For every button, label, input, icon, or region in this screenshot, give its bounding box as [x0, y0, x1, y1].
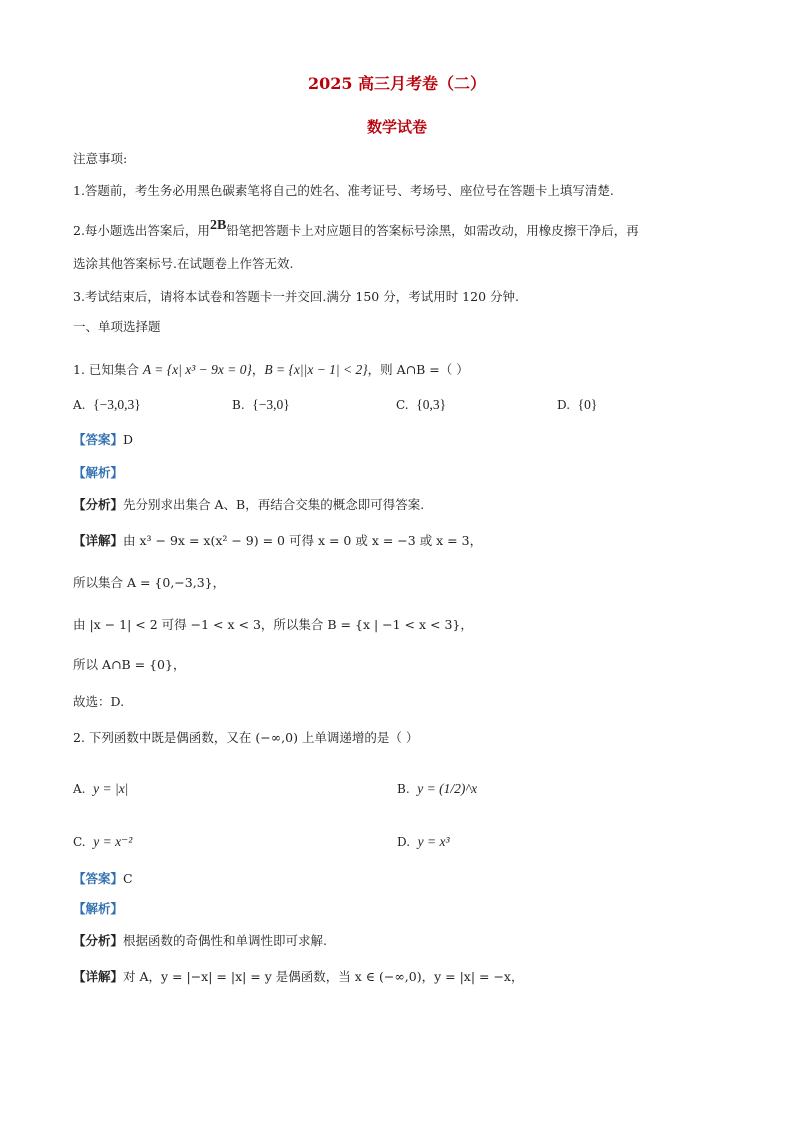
q2-stem: 2. 下列函数中既是偶函数，又在 (−∞,0) 上单调递增的是（ ）: [73, 730, 419, 745]
notice-item-2-pencil: 2B: [209, 218, 227, 233]
q1-analysis: [73, 464, 123, 482]
q1-set-b: B = {x||x − 1| < 2}: [264, 362, 368, 377]
q2-option-b-value: y = (1/2)^x: [417, 781, 478, 796]
q2-answer-value: C: [123, 871, 133, 886]
q2-detail-tag: 【详解】: [73, 969, 124, 984]
q1-answer-value: D: [123, 432, 134, 447]
q1-fenxi-tag: 【分析】: [73, 497, 124, 512]
q2-answer: [73, 870, 133, 888]
q1-option-d: [557, 397, 597, 413]
q1-detail-2: 所以集合 A = {0,−3,3}，: [73, 575, 226, 590]
q1-option-a-label: A.: [73, 398, 86, 412]
q2-option-b-label: B.: [397, 782, 410, 796]
q1-option-c: [396, 397, 446, 413]
q2-detail-text: 对 A，y = |−x| = |x| = y 是偶函数，当 x ∈ (−∞,0)，y = |x| = −x，: [123, 969, 524, 984]
exam-title: 2025 高三月考卷（二）: [307, 74, 487, 93]
notice-item-2-a: 2.每小题选出答案后，用: [73, 223, 210, 238]
q1-conclusion: 故选：D.: [73, 694, 125, 709]
q1-option-a-value: {−3,0,3}: [93, 397, 141, 412]
q2-fenxi-tag: 【分析】: [73, 933, 124, 948]
q1-detail-4: 所以 A∩B = {0}，: [73, 657, 186, 672]
q2-analysis: [73, 900, 123, 918]
q1-option-b: [232, 397, 290, 413]
q1-set-a: A = {x| x³ − 9x = 0}: [142, 362, 252, 377]
q1-option-c-value: {0,3}: [416, 397, 447, 412]
q2-option-a-value: y = |x|: [93, 781, 129, 796]
q2-option-c: [73, 834, 132, 850]
q1-comma: ，: [251, 362, 265, 377]
q1-detail-1-text: 由 x³ − 9x = x(x² − 9) = 0 可得 x = 0 或 x = −3 或 x = 3，: [123, 533, 483, 548]
notice-item-2: [73, 218, 639, 241]
q1-stem: [73, 361, 469, 379]
q2-option-d: [397, 834, 450, 850]
q1-detail-tag: 【详解】: [73, 533, 124, 548]
q1-fenxi: [73, 496, 424, 514]
q2-option-b: [397, 768, 478, 796]
q2-detail: [73, 968, 523, 986]
q2-analysis-tag: 【解析】: [73, 901, 124, 916]
notice-heading: 注意事项:: [73, 151, 128, 166]
exam-subtitle: 数学试卷: [366, 118, 427, 136]
q1-option-b-label: B.: [232, 398, 245, 412]
q1-detail-3: 由 |x − 1| < 2 可得 −1 < x < 3，所以集合 B = {x | −1 < x < 3}，: [73, 617, 473, 632]
q2-option-d-label: D.: [397, 835, 411, 849]
q2-answer-tag: 【答案】: [73, 871, 124, 886]
notice-item-3: 3.考试结束后，请将本试卷和答题卡一并交回.满分 150 分，考试用时 120 分钟.: [73, 289, 519, 304]
q1-answer-tag: 【答案】: [73, 432, 124, 447]
q1-detail-1: [73, 532, 482, 550]
q1-option-a: [73, 397, 141, 413]
q1-analysis-tag: 【解析】: [73, 465, 124, 480]
q2-option-c-value: y = x⁻²: [93, 834, 133, 849]
q2-fenxi-text: 根据函数的奇偶性和单调性即可求解.: [123, 933, 327, 948]
q1-fenxi-text: 先分别求出集合 A、B，再结合交集的概念即可得答案.: [123, 497, 425, 512]
notice-item-1: 1.答题前，考生务必用黑色碳素笔将自己的姓名、准考证号、考场号、座位号在答题卡上填写清楚.: [73, 183, 614, 198]
q1-option-b-value: {−3,0}: [252, 397, 290, 412]
notice-item-2-c: 铅笔把答题卡上对应题目的答案标号涂黑，如需改动，用橡皮擦干净后，再: [226, 223, 639, 238]
q2-fenxi: [73, 932, 327, 950]
q1-option-d-label: D.: [557, 398, 571, 412]
notice-item-2-cont: 选涂其他答案标号.在试题卷上作答无效.: [73, 256, 294, 271]
q2-option-c-label: C.: [73, 835, 86, 849]
q1-stem-tail: ，则 A∩B =（ ）: [367, 362, 469, 377]
q2-option-d-value: y = x³: [417, 834, 450, 849]
section-title: 一、单项选择题: [73, 319, 161, 334]
q2-option-a-label: A.: [73, 782, 86, 796]
q1-option-c-label: C.: [396, 398, 409, 412]
q1-option-d-value: {0}: [577, 397, 598, 412]
q1-answer: [73, 431, 133, 449]
q2-option-a: [73, 781, 128, 797]
q1-stem-lead: 1. 已知集合: [73, 362, 139, 377]
